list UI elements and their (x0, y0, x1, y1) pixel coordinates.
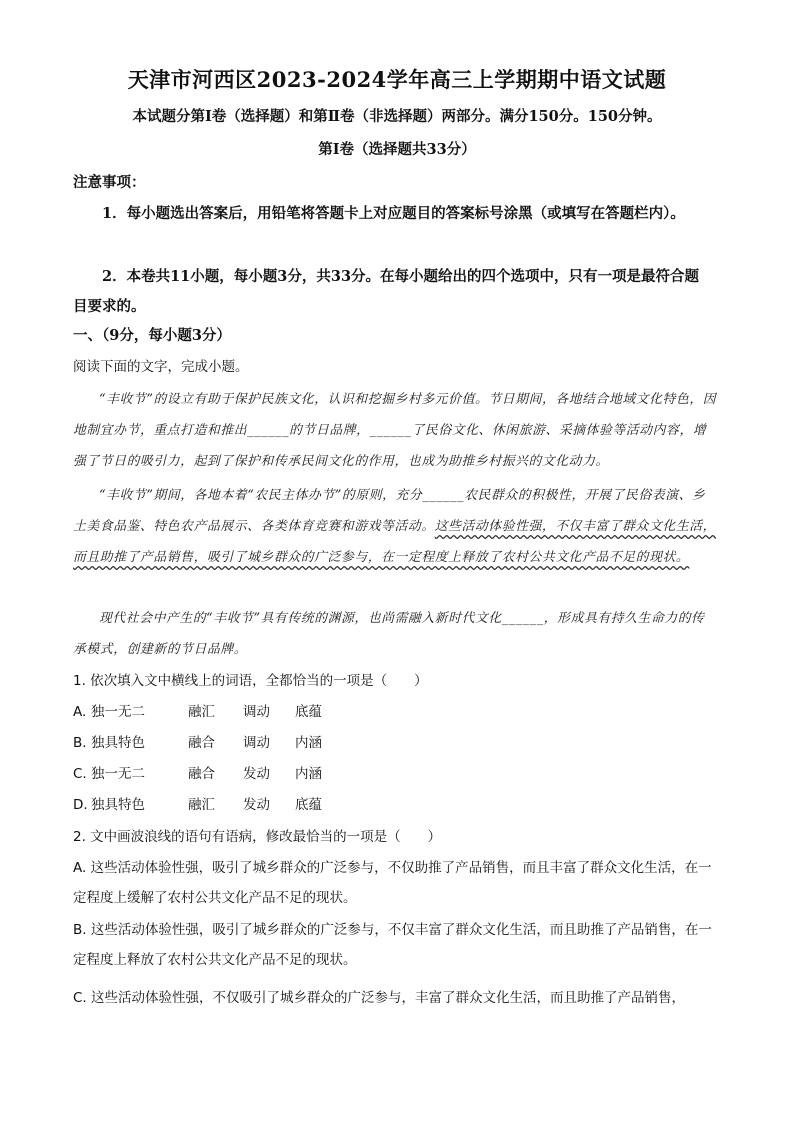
option-letter: C. (73, 766, 87, 782)
option-word: 发动 (243, 766, 270, 782)
question-1-stem: 1. 依次填入文中横线上的词语，全都恰当的一项是（ ） (73, 673, 428, 689)
reading-instruction: 阅读下面的文字，完成小题。 (73, 359, 249, 375)
option-letter: B. (73, 735, 87, 751)
question-1-option-d[interactable] (73, 794, 322, 816)
question-1-option-a[interactable] (73, 701, 322, 723)
option-word: 独具特色 (91, 797, 145, 813)
question-2-option-b[interactable]: B. 这些活动体验性强，吸引了城乡群众的广泛参与，不仅丰富了群众文化生活，而且助推了产品销售，在一定程度上释放了农村公共文化产品不足的现状。 (73, 922, 712, 968)
option-word: 调动 (243, 735, 270, 751)
question-2-option-c[interactable]: C. 这些活动体验性强，不仅吸引了城乡群众的广泛参与，丰富了群众文化生活，而且助推了产品销售， (73, 990, 686, 1006)
option-word: 独一无二 (91, 704, 145, 720)
notice-item-1: 1．每小题选出答案后，用铅笔将答题卡上对应题目的答案标号涂黑（或填写在答题栏内）。 (102, 205, 685, 222)
question-2-stem: 2. 文中画波浪线的语句有语病，修改最恰当的一项是（ ） (73, 829, 442, 845)
question-1-option-c[interactable] (73, 763, 322, 785)
option-word: 内涵 (295, 735, 322, 751)
option-word: 融汇 (188, 704, 215, 720)
option-word: 融汇 (188, 797, 215, 813)
wavy-underlined-sentence: 这些活动体验性强，不仅丰富了群众文化生活，而且助推了产品销售，吸引了城乡群众的广泛参与，在一定程度上释放了农村公共文化产品不足的现状。 (73, 519, 717, 565)
passage-paragraph-2 (73, 480, 717, 573)
exam-subtitle: 本试题分第Ⅰ卷（选择题）和第Ⅱ卷（非选择题）两部分。满分150分。150分钟。 (132, 108, 662, 125)
question-2-option-a[interactable]: A. 这些活动体验性强，吸引了城乡群众的广泛参与，不仅助推了产品销售，而且丰富了群众文化生活，在一定程度上缓解了农村公共文化产品不足的现状。 (73, 860, 712, 906)
option-word: 底蕴 (295, 797, 322, 813)
question-1-option-b[interactable] (73, 732, 322, 754)
notice-item-2: 2．本卷共11小题，每小题3分，共33分。在每小题给出的四个选项中，只有一项是最符合题目要求的。 (73, 268, 700, 315)
passage-paragraph-1: “丰收节”的设立有助于保护民族文化，认识和挖掘乡村多元价值。节日期间，各地结合地域文化特色，因地制宜办节，重点打造和推出______的节日品牌，______了民俗文化、休闲旅游、采摘体验等活动内容，增强了节日的吸引力，起到了保护和传承民间文化的作用，也成为助推乡村振兴的文化动力。 (73, 392, 717, 469)
option-word: 底蕴 (295, 704, 322, 720)
option-word: 内涵 (295, 766, 322, 782)
option-word: 融合 (188, 735, 215, 751)
option-letter: A. (73, 704, 87, 720)
option-word: 发动 (243, 797, 270, 813)
page-title: 天津市河西区2023-2024学年高三上学期期中语文试题 (127, 67, 667, 92)
option-word: 独一无二 (91, 766, 145, 782)
option-word: 独具特色 (91, 735, 145, 751)
option-letter: D. (73, 797, 88, 813)
option-word: 调动 (243, 704, 270, 720)
option-word: 融合 (188, 766, 215, 782)
part-heading: 一、（9分，每小题3分） (73, 327, 231, 344)
notice-heading: 注意事项： (73, 174, 146, 191)
section-title: 第Ⅰ卷（选择题共33分） (318, 141, 476, 158)
passage-paragraph-2-text: “丰收节”期间，各地本着“农民主体办节”的原则，充分______农民群众的积极性，开展了民俗表演、乡土美食品鉴、特色农产品展示、各类体育竞赛和游戏等活动。 (73, 488, 706, 534)
passage-paragraph-3: 现代社会中产生的“丰收节”具有传统的渊源，也尚需融入新时代文化______，形成具有持久生命力的传承模式，创建新的节日品牌。 (73, 611, 705, 657)
